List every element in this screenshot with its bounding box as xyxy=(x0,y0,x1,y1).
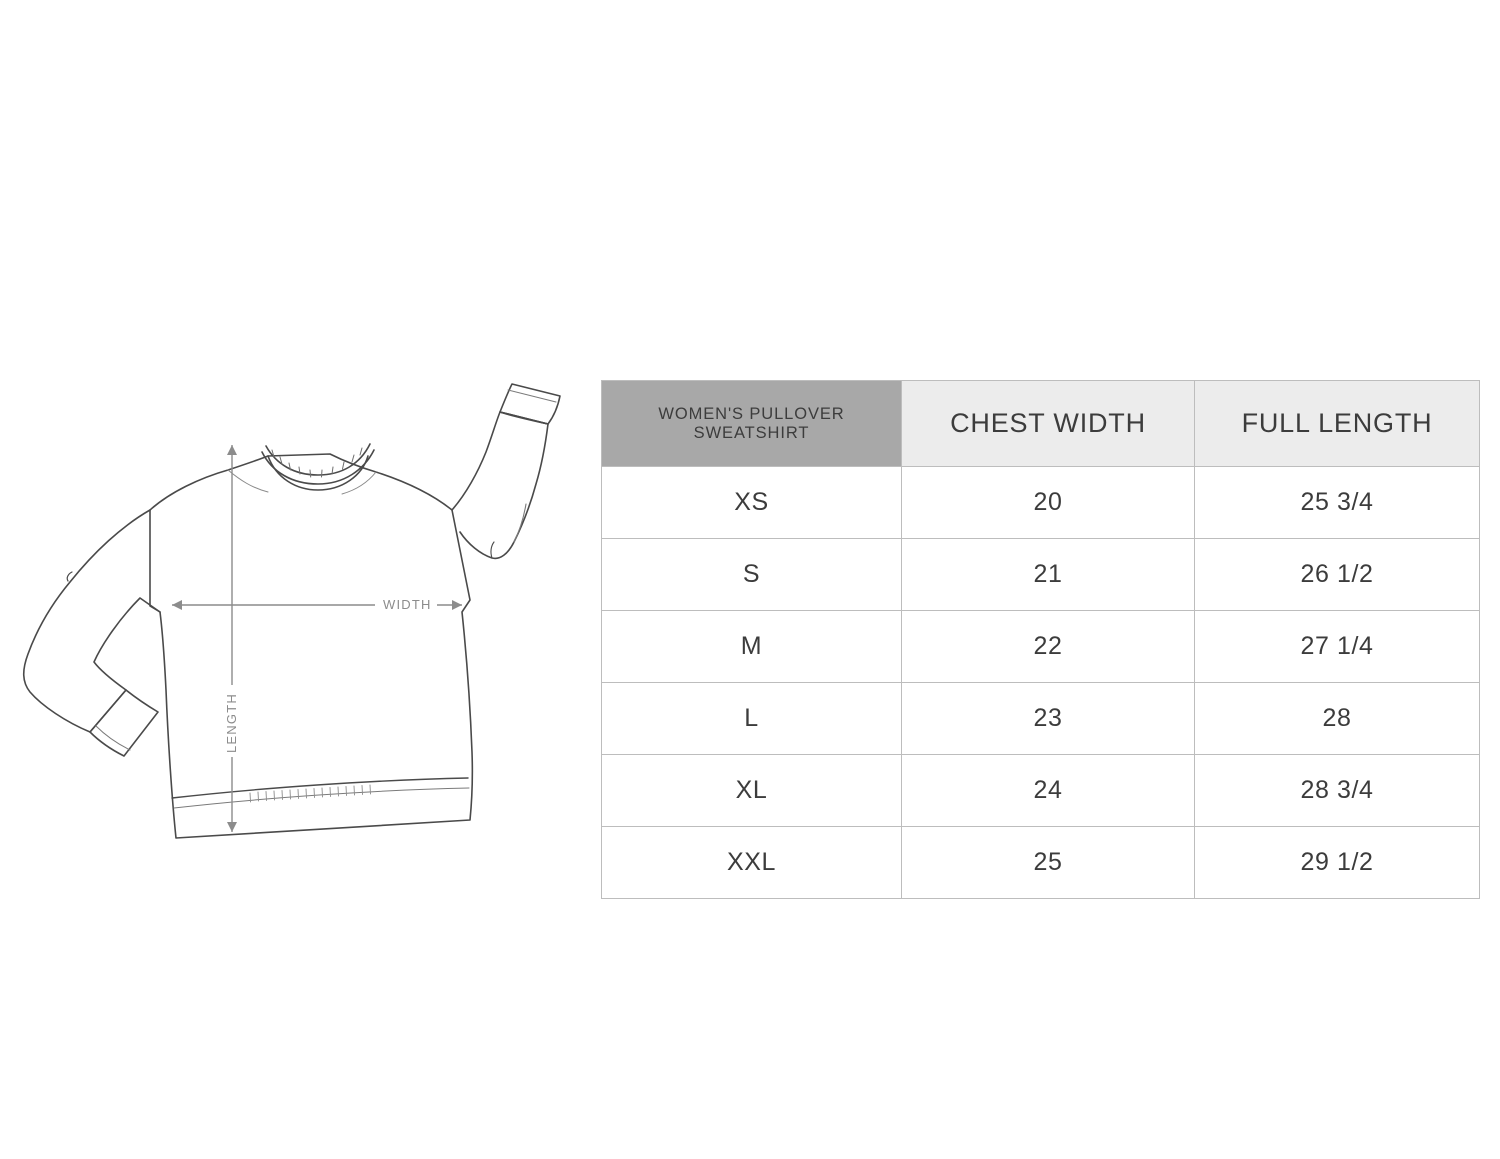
table-row xyxy=(602,467,1480,539)
cell-size: XS xyxy=(602,467,902,539)
header-product-name: WOMEN'S PULLOVER SWEATSHIRT xyxy=(602,381,902,467)
cell-size: XL xyxy=(602,755,902,827)
cell-size: S xyxy=(602,539,902,611)
cell-size: XXL xyxy=(602,827,902,899)
cell-chest: 20 xyxy=(902,467,1195,539)
cell-length: 28 3/4 xyxy=(1195,755,1480,827)
cell-chest: 22 xyxy=(902,611,1195,683)
cell-length: 27 1/4 xyxy=(1195,611,1480,683)
header-full-length: FULL LENGTH xyxy=(1195,381,1480,467)
table-row xyxy=(602,611,1480,683)
size-chart-table xyxy=(601,380,1480,899)
cell-chest: 21 xyxy=(902,539,1195,611)
cell-length: 29 1/2 xyxy=(1195,827,1480,899)
sweatshirt-line-art xyxy=(24,384,560,838)
table-row xyxy=(602,755,1480,827)
table-row xyxy=(602,827,1480,899)
cell-chest: 23 xyxy=(902,683,1195,755)
cell-length: 25 3/4 xyxy=(1195,467,1480,539)
cell-chest: 24 xyxy=(902,755,1195,827)
cell-length: 26 1/2 xyxy=(1195,539,1480,611)
cell-length: 28 xyxy=(1195,683,1480,755)
table-header-row xyxy=(602,381,1480,467)
table-row xyxy=(602,683,1480,755)
header-chest-width: CHEST WIDTH xyxy=(902,381,1195,467)
width-label: WIDTH xyxy=(383,597,432,612)
dimension-lines xyxy=(172,445,462,832)
cell-size: L xyxy=(602,683,902,755)
sweatshirt-illustration xyxy=(0,360,600,880)
cell-size: M xyxy=(602,611,902,683)
cell-chest: 25 xyxy=(902,827,1195,899)
table-row xyxy=(602,539,1480,611)
length-label: LENGTH xyxy=(224,693,239,753)
